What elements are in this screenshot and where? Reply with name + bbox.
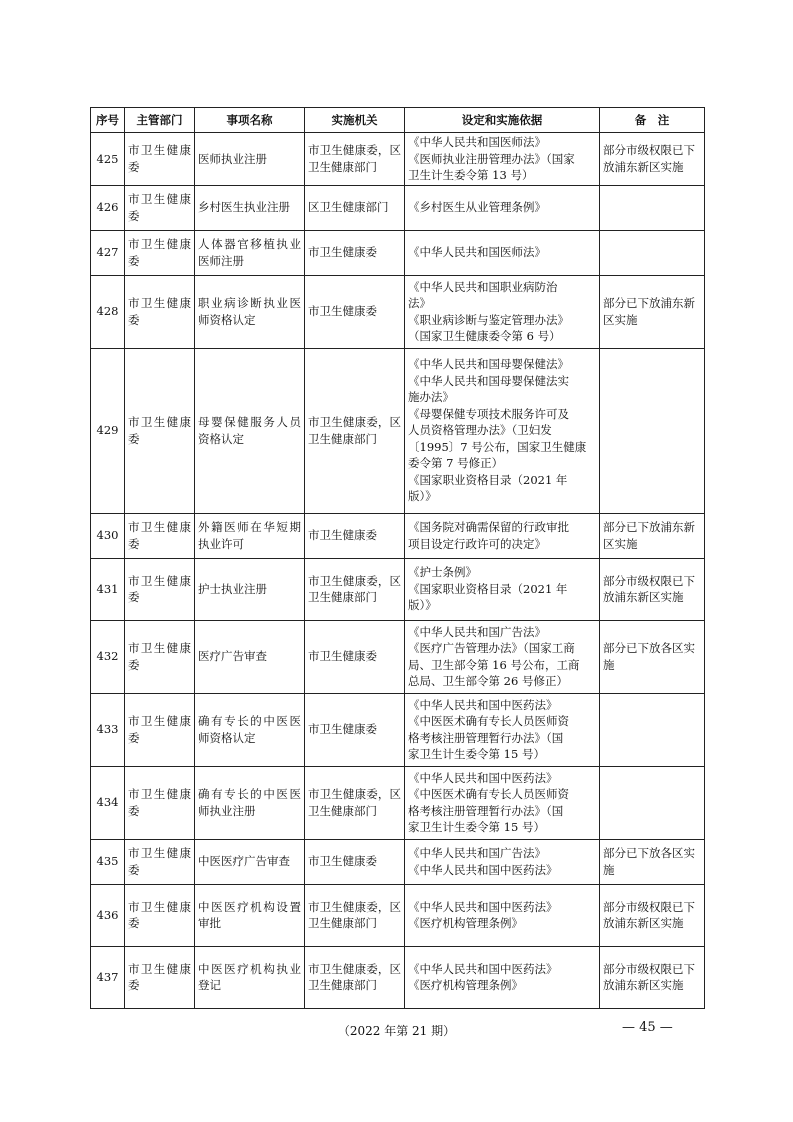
row-note xyxy=(600,185,705,230)
table-row xyxy=(91,766,705,839)
row-serial: 430 xyxy=(91,513,125,558)
row-note: 部分已下放浦东新区实施 xyxy=(600,275,705,348)
basis-line: 《中华人民共和国广告法》 xyxy=(408,846,546,860)
basis-line: 《中华人民共和国广告法》 xyxy=(408,624,546,639)
basis-line: 《母婴保健专项技术服务许可及 xyxy=(408,406,569,421)
row-basis xyxy=(405,513,600,558)
table-row xyxy=(91,946,705,1008)
row-serial: 426 xyxy=(91,185,125,230)
row-department: 市卫生健康委 xyxy=(125,513,195,558)
row-department: 市卫生健康委 xyxy=(125,185,195,230)
basis-line: 《国务院对确需保留的行政审批 xyxy=(408,520,569,534)
table-row xyxy=(91,513,705,558)
row-department: 市卫生健康委 xyxy=(125,348,195,513)
row-note: 部分已下放各区实施 xyxy=(600,839,705,884)
basis-line: 委令第 7 号修正） xyxy=(408,456,504,471)
row-item-name: 确有专长的中医医师资格认定 xyxy=(195,693,305,766)
row-department: 市卫生健康委 xyxy=(125,839,195,884)
row-serial: 437 xyxy=(91,946,125,1008)
row-authority: 市卫生健康委 xyxy=(305,230,405,275)
row-serial: 436 xyxy=(91,884,125,946)
page-number: — 45 — xyxy=(622,1020,673,1035)
basis-line: 《乡村医生从业管理条例》 xyxy=(408,200,546,215)
row-note: 部分市级权限已下放浦东新区实施 xyxy=(600,558,705,620)
table-row xyxy=(91,839,705,884)
row-basis xyxy=(405,839,600,884)
row-item-name: 中医医疗机构设置审批 xyxy=(195,884,305,946)
row-item-name: 外籍医师在华短期执业许可 xyxy=(195,513,305,558)
table-row xyxy=(91,620,705,693)
row-basis xyxy=(405,275,600,348)
basis-line: 项目设定行政许可的决定》 xyxy=(408,536,546,551)
row-authority: 市卫生健康委，区卫生健康部门 xyxy=(305,558,405,620)
issue-number: （2022 年第 21 期） xyxy=(337,1024,456,1038)
basis-line: 《职业病诊断与鉴定管理办法》 xyxy=(408,312,569,327)
row-authority: 市卫生健康委，区卫生健康部门 xyxy=(305,348,405,513)
row-department: 市卫生健康委 xyxy=(125,884,195,946)
row-serial: 433 xyxy=(91,693,125,766)
row-item-name: 人体器官移植执业医师注册 xyxy=(195,230,305,275)
basis-line: 《中华人民共和国中医药法》 xyxy=(408,770,558,785)
row-authority: 市卫生健康委 xyxy=(305,693,405,766)
row-serial: 427 xyxy=(91,230,125,275)
basis-line: 人员资格管理办法》（卫妇发 xyxy=(408,423,552,438)
table-row xyxy=(91,558,705,620)
basis-line: 〔1995〕7 号公布，国家卫生健康 xyxy=(408,439,587,454)
basis-line: 《中华人民共和国中医药法》 xyxy=(408,862,558,877)
row-basis xyxy=(405,766,600,839)
row-item-name: 职业病诊断执业医师资格认定 xyxy=(195,275,305,348)
basis-line: 《医师执业注册管理办法》（国家 xyxy=(408,151,575,166)
basis-line: （国家卫生健康委令第 6 号） xyxy=(408,329,561,343)
basis-line: 《护士条例》 xyxy=(408,565,477,580)
row-item-name: 医师执业注册 xyxy=(195,133,305,186)
row-serial: 429 xyxy=(91,348,125,513)
row-department: 市卫生健康委 xyxy=(125,558,195,620)
basis-line: 法》 xyxy=(408,296,431,310)
table-row xyxy=(91,348,705,513)
row-note xyxy=(600,230,705,275)
basis-line: 《中华人民共和国医师法》 xyxy=(408,135,546,149)
row-authority: 市卫生健康委 xyxy=(305,513,405,558)
table-row xyxy=(91,275,705,348)
basis-line: 《中华人民共和国母婴保健法》 xyxy=(408,357,569,372)
basis-line: 格考核注册管理暂行办法》（国 xyxy=(408,730,564,745)
row-basis xyxy=(405,884,600,946)
basis-line: 《国家职业资格目录（2021 年 xyxy=(408,581,568,596)
row-authority: 市卫生健康委 xyxy=(305,275,405,348)
header-basis: 设定和实施依据 xyxy=(405,108,600,133)
row-basis xyxy=(405,348,600,513)
row-item-name: 中医医疗机构执业登记 xyxy=(195,946,305,1008)
row-item-name: 护士执业注册 xyxy=(195,558,305,620)
basis-line: 《中华人民共和国母婴保健法实 xyxy=(408,373,569,388)
table-row xyxy=(91,230,705,275)
row-basis xyxy=(405,693,600,766)
table-row xyxy=(91,185,705,230)
row-basis xyxy=(405,230,600,275)
row-basis xyxy=(405,620,600,693)
row-serial: 428 xyxy=(91,275,125,348)
row-authority: 市卫生健康委，区卫生健康部门 xyxy=(305,766,405,839)
table-row xyxy=(91,133,705,186)
basis-line: 局、卫生部令第 16 号公布，工商 xyxy=(408,657,580,672)
basis-line: 《中华人民共和国中医药法》 xyxy=(408,961,558,976)
row-item-name: 乡村医生执业注册 xyxy=(195,185,305,230)
row-note xyxy=(600,693,705,766)
basis-line: 《医疗机构管理条例》 xyxy=(408,978,523,992)
row-basis xyxy=(405,133,600,186)
row-serial: 434 xyxy=(91,766,125,839)
basis-line: 卫生计生委令第 13 号） xyxy=(408,168,534,182)
row-item-name: 确有专长的中医医师执业注册 xyxy=(195,766,305,839)
row-serial: 432 xyxy=(91,620,125,693)
basis-line: 版）》 xyxy=(408,489,437,504)
table-body xyxy=(91,133,705,1009)
row-item-name: 母婴保健服务人员资格认定 xyxy=(195,348,305,513)
basis-line: 《国家职业资格目录（2021 年 xyxy=(408,472,568,487)
basis-line: 《中华人民共和国中医药法》 xyxy=(408,899,558,914)
row-department: 市卫生健康委 xyxy=(125,275,195,348)
row-item-name: 中医医疗广告审查 xyxy=(195,839,305,884)
row-authority: 市卫生健康委，区卫生健康部门 xyxy=(305,884,405,946)
row-serial: 425 xyxy=(91,133,125,186)
row-note xyxy=(600,348,705,513)
basis-line: 《中华人民共和国医师法》 xyxy=(408,245,546,260)
header-authority: 实施机关 xyxy=(305,108,405,133)
row-authority: 市卫生健康委，区卫生健康部门 xyxy=(305,946,405,1008)
header-serial: 序号 xyxy=(91,108,125,133)
basis-line: 《中医医术确有专长人员医师资 xyxy=(408,787,569,801)
basis-line: 《医疗广告管理办法》（国家工商 xyxy=(408,641,575,655)
basis-line: 施办法》 xyxy=(408,390,454,405)
approval-items-table xyxy=(90,107,705,1009)
row-note: 部分已下放各区实施 xyxy=(600,620,705,693)
basis-line: 家卫生计生委令第 15 号） xyxy=(408,820,545,834)
table-header-row xyxy=(91,108,705,133)
basis-line: 《中华人民共和国职业病防治 xyxy=(408,279,558,294)
row-note: 部分市级权限已下放浦东新区实施 xyxy=(600,133,705,186)
row-basis xyxy=(405,558,600,620)
basis-line: 版）》 xyxy=(408,598,437,613)
row-department: 市卫生健康委 xyxy=(125,946,195,1008)
header-item-name: 事项名称 xyxy=(195,108,305,133)
basis-line: 总局、卫生部令第 26 号修正） xyxy=(408,674,568,688)
row-note: 部分市级权限已下放浦东新区实施 xyxy=(600,884,705,946)
row-note: 部分市级权限已下放浦东新区实施 xyxy=(600,946,705,1008)
table-row xyxy=(91,693,705,766)
header-department: 主管部门 xyxy=(125,108,195,133)
row-department: 市卫生健康委 xyxy=(125,766,195,839)
row-serial: 431 xyxy=(91,558,125,620)
row-authority: 市卫生健康委 xyxy=(305,620,405,693)
row-department: 市卫生健康委 xyxy=(125,230,195,275)
basis-line: 《医疗机构管理条例》 xyxy=(408,916,523,930)
row-department: 市卫生健康委 xyxy=(125,133,195,186)
header-note: 备 注 xyxy=(600,108,705,133)
row-department: 市卫生健康委 xyxy=(125,693,195,766)
row-serial: 435 xyxy=(91,839,125,884)
row-note xyxy=(600,766,705,839)
basis-line: 格考核注册管理暂行办法》（国 xyxy=(408,803,564,818)
basis-line: 《中华人民共和国中医药法》 xyxy=(408,697,558,712)
basis-line: 家卫生计生委令第 15 号） xyxy=(408,747,545,761)
row-authority: 市卫生健康委 xyxy=(305,839,405,884)
basis-line: 《中医医术确有专长人员医师资 xyxy=(408,714,569,728)
row-item-name: 医疗广告审查 xyxy=(195,620,305,693)
row-department: 市卫生健康委 xyxy=(125,620,195,693)
row-note: 部分已下放浦东新区实施 xyxy=(600,513,705,558)
table-row xyxy=(91,884,705,946)
row-authority: 市卫生健康委，区卫生健康部门 xyxy=(305,133,405,186)
row-basis xyxy=(405,946,600,1008)
row-basis xyxy=(405,185,600,230)
row-authority: 区卫生健康部门 xyxy=(305,185,405,230)
